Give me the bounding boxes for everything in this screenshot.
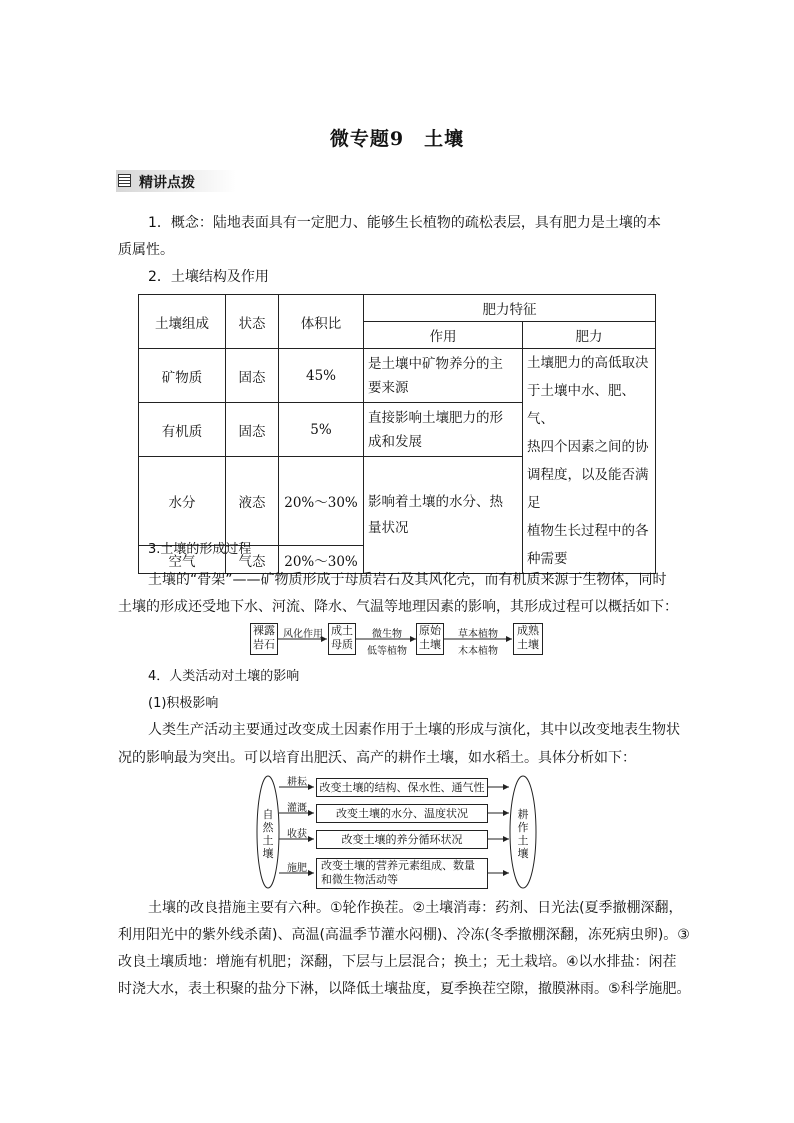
page-title: 微专题9 土壤 (329, 128, 465, 150)
header-fertility: 肥力 (523, 322, 656, 349)
cell-function-line: 是土壤中矿物养分的主 (368, 355, 503, 372)
fertility-line: 土壤肥力的高低取决 (527, 355, 649, 371)
effect-box-moisture-temp: 改变土壤的水分、温度状况 (316, 804, 488, 823)
improvement-line-3: 改良土壤质地：增施有机肥；深翻，下层与上层混合；换土；无土栽培。④以水排盐：闲茬 (118, 954, 677, 970)
cell-volume: 45% (279, 349, 364, 403)
cell-function-line: 量状况 (368, 520, 409, 536)
label-char: 耕 (517, 808, 529, 821)
natural-soil-label (262, 808, 274, 860)
concept-line-2: 质属性。 (118, 242, 174, 258)
cell-state: 气态 (226, 546, 279, 574)
flow-box-line: 裸露 (253, 624, 275, 637)
flow-label-weathering: 风化作用 (283, 629, 323, 640)
cell-function (364, 349, 523, 403)
formation-heading: 3.土壤的形成过程 (148, 542, 252, 557)
flow-box-line: 原始 (419, 624, 441, 637)
flow-label-woody: 木本植物 (458, 646, 498, 657)
cell-function (364, 457, 523, 574)
header-fertility-feature: 肥力特征 (364, 295, 656, 322)
label-char: 土 (517, 834, 529, 847)
flow-box-line: 土壤 (419, 638, 441, 651)
label-char: 作 (517, 821, 529, 834)
fertility-line: 调程度，以及能否满足 (527, 467, 649, 511)
cell-function-line: 影响着土壤的水分、热 (368, 494, 503, 510)
cell-state: 固态 (226, 349, 279, 403)
human-impact-diagram (256, 772, 546, 892)
effect-line: 和微生物活动等 (321, 873, 398, 886)
cell-component: 空气 (139, 546, 226, 574)
human-impact-line-2: 况的影响最为突出。可以培育出肥沃、高产的耕作土壤，如水稻土。具体分析如下： (118, 750, 636, 766)
flow-box-line: 成熟 (517, 624, 539, 637)
action-harvest: 收获 (287, 829, 307, 840)
cell-volume: 5% (279, 403, 364, 457)
cell-function-line: 要来源 (368, 379, 409, 396)
label-char: 然 (262, 821, 274, 834)
section-label: 精讲点拨 (139, 175, 195, 191)
effect-box-structure: 改变土壤的结构、保水性、通气性 (316, 778, 488, 797)
cell-state: 固态 (226, 403, 279, 457)
cell-function-line: 成和发展 (368, 433, 422, 450)
human-impact-heading: 4．人类活动对土壤的影响 (148, 669, 300, 684)
flow-box-line: 母质 (331, 638, 353, 651)
action-fertilizing: 施肥 (287, 863, 307, 874)
flow-box-primitive-soil (416, 623, 444, 655)
formation-flow-diagram (250, 621, 550, 657)
flow-box-parent-material (328, 623, 356, 655)
header-function: 作用 (364, 322, 523, 349)
cell-component: 矿物质 (139, 349, 226, 403)
cell-volume: 20%～30% (279, 457, 364, 546)
document-icon (118, 174, 131, 187)
header-volume: 体积比 (279, 295, 364, 349)
cell-component: 水分 (139, 457, 226, 546)
cell-function-line: 直接影响土壤肥力的形 (368, 409, 503, 426)
positive-impact-subheading: (1)积极影响 (148, 696, 219, 711)
header-component: 土壤组成 (139, 295, 226, 349)
effect-line: 改变土壤的营养元素组成、数量 (321, 859, 475, 872)
effect-box-nutrient-cycle: 改变土壤的养分循环状况 (316, 830, 488, 849)
label-char: 壤 (262, 847, 274, 860)
header-state: 状态 (226, 295, 279, 349)
label-char: 土 (262, 834, 274, 847)
formation-line-2: 土壤的形成还受地下水、河流、降水、气温等地理因素的影响，其形成过程可以概括如下： (118, 599, 678, 615)
cell-fertility (523, 349, 656, 574)
flow-box-mature-soil (513, 623, 543, 655)
soil-structure-table (138, 294, 656, 574)
fertility-line: 种需要 (527, 551, 568, 567)
action-irrigation: 灌溉 (287, 803, 307, 814)
improvement-line-1: 土壤的改良措施主要有六种。①轮作换茬。②土壤消毒：药剂、日光法(夏季撤棚深翻， (148, 900, 683, 916)
concept-line-1: 1．概念：陆地表面具有一定肥力、能够生长植物的疏松表层，具有肥力是土壤的本 (148, 215, 661, 231)
improvement-line-4: 时浇大水，表土积聚的盐分下淋，以降低土壤盐度，夏季换茬空隙，撤膜淋雨。⑤科学施肥。 (118, 981, 691, 997)
effect-box-nutrients (316, 858, 488, 889)
flow-box-line: 成土 (331, 624, 353, 637)
flow-box-line: 土壤 (517, 638, 539, 651)
human-impact-line-1: 人类生产活动主要通过改变成土因素作用于土壤的形成与演化，其中以改变地表生物状 (148, 722, 680, 738)
flow-box-line: 岩石 (253, 638, 275, 651)
flow-label-herbaceous: 草本植物 (458, 629, 498, 640)
label-char: 自 (262, 808, 274, 821)
flow-label-lower-plants: 低等植物 (367, 646, 407, 657)
cell-component: 有机质 (139, 403, 226, 457)
fertility-line: 植物生长过程中的各 (527, 523, 649, 539)
label-char: 壤 (517, 847, 529, 860)
cell-function (364, 403, 523, 457)
table-row (139, 349, 656, 403)
cell-state: 液态 (226, 457, 279, 546)
fertility-line: 于土壤中水、肥、气、 (527, 383, 635, 427)
structure-heading: 2．土壤结构及作用 (148, 269, 269, 285)
action-plowing: 耕耘 (287, 777, 307, 788)
cell-volume: 20%～30% (279, 546, 364, 574)
fertility-line: 热四个因素之间的协 (527, 439, 649, 455)
formation-line-1: 土壤的“骨架”——矿物质形成于母质岩石及其风化壳，而有机质来源于生物体，同时 (148, 572, 667, 588)
flow-label-microbes: 微生物 (372, 629, 402, 640)
improvement-line-2: 利用阳光中的紫外线杀菌)、高温(高温季节灌水闷棚)、冷冻(冬季撤棚深翻，冻死病虫卵)。③ (118, 927, 690, 943)
flow-box-bare-rock (250, 623, 278, 655)
cultivated-soil-label (517, 808, 529, 860)
